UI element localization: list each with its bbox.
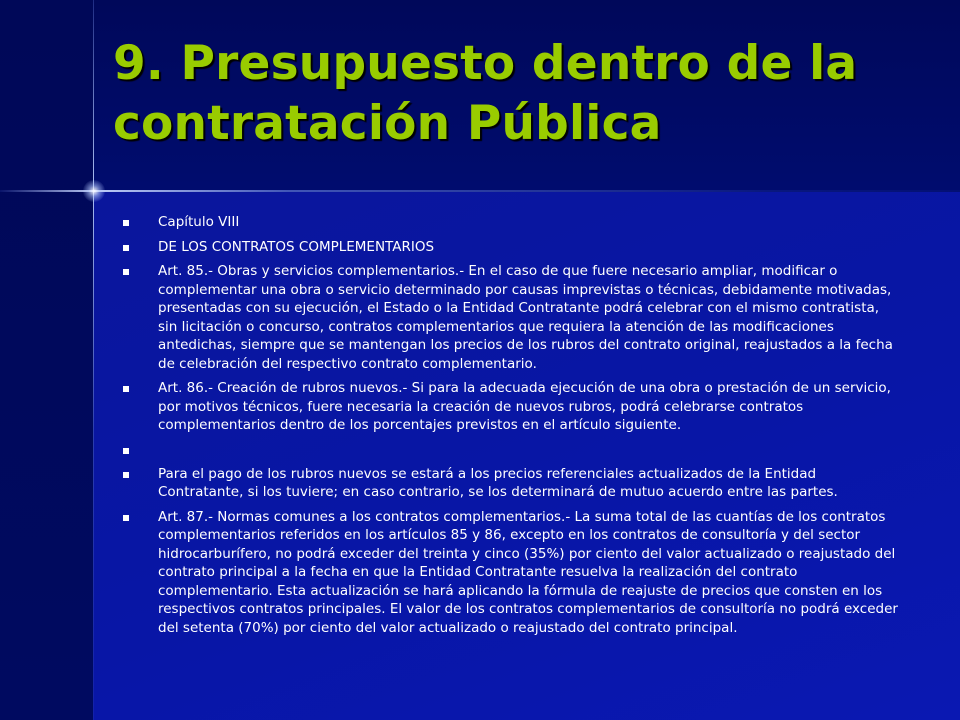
list-item [120,213,900,232]
left-band-decoration [0,0,93,720]
square-bullet-icon [123,515,129,521]
list-item [120,465,900,502]
square-bullet-icon [123,448,129,454]
bullet-list [120,213,900,643]
list-item [120,262,900,373]
list-item-text: Para el pago de los rubros nuevos se estará a los precios referenciales actualizados de la Entidad Contratante, si los tuviere; en caso contrario, se los determinará de mutuo acuerdo entre las partes. [158,465,838,500]
square-bullet-icon [123,220,129,226]
list-item-text: Capítulo VIII [158,214,240,230]
list-item-text: Art. 85.- Obras y servicios complementarios.- En el caso de que fuere necesario ampliar, modificar o complementar una obra o servicio determinado por causas imprevistas o técnicas, debidamente motivadas, presentadas con su ejecución, el Estado o la Entidad Contratante podrá celebrar con el mismo contratista, sin licitación o concurso, contratos complementarios que requiera la atención de las modificaciones antedichas, siempre que se mantengan los precios de los rubros del contrato original, reajustados a la fecha de celebración del respectivo contrato complementario. [158,263,893,372]
list-item-empty [120,441,900,459]
list-item [120,238,900,257]
square-bullet-icon [123,472,129,478]
vertical-rule-decoration [93,0,94,720]
slide-title: 9. Presupuesto dentro de la contratación Pública [113,36,858,151]
list-item [120,379,900,435]
star-glow-decoration [83,180,105,202]
list-item-text: Art. 87.- Normas comunes a los contratos complementarios.- La suma total de las cuantías de los contratos complementarios referidos en los artículos 85 y 86, excepto en los contratos de consultoría y del sector hidrocarburífero, no podrá exceder del treinta y cinco (35%) por ciento del valor actualizado o reajustado del contrato principal a la fecha en que la Entidad Contratante resuelva la realización del contrato complementario. Esta actualización se hará aplicando la fórmula de reajuste de precios que consten en los respectivos contratos principales. El valor de los contratos complementarios de consultoría no podrá exceder del setenta (70%) por ciento del valor actualizado o reajustado del contrato principal. [158,508,898,636]
list-item-text: DE LOS CONTRATOS COMPLEMENTARIOS [158,238,435,255]
square-bullet-icon [123,245,129,251]
square-bullet-icon [123,386,129,392]
list-item-text: Art. 86.- Creación de rubros nuevos.- Si para la adecuada ejecución de una obra o prestación de un servicio, por motivos técnicos, fuere necesaria la creación de nuevos rubros, podrá celebrarse contratos complementarios dentro de los porcentajes previstos en el artículo siguiente. [158,380,891,433]
square-bullet-icon [123,269,129,275]
list-item [120,508,900,638]
horizontal-rule-decoration [0,190,960,192]
